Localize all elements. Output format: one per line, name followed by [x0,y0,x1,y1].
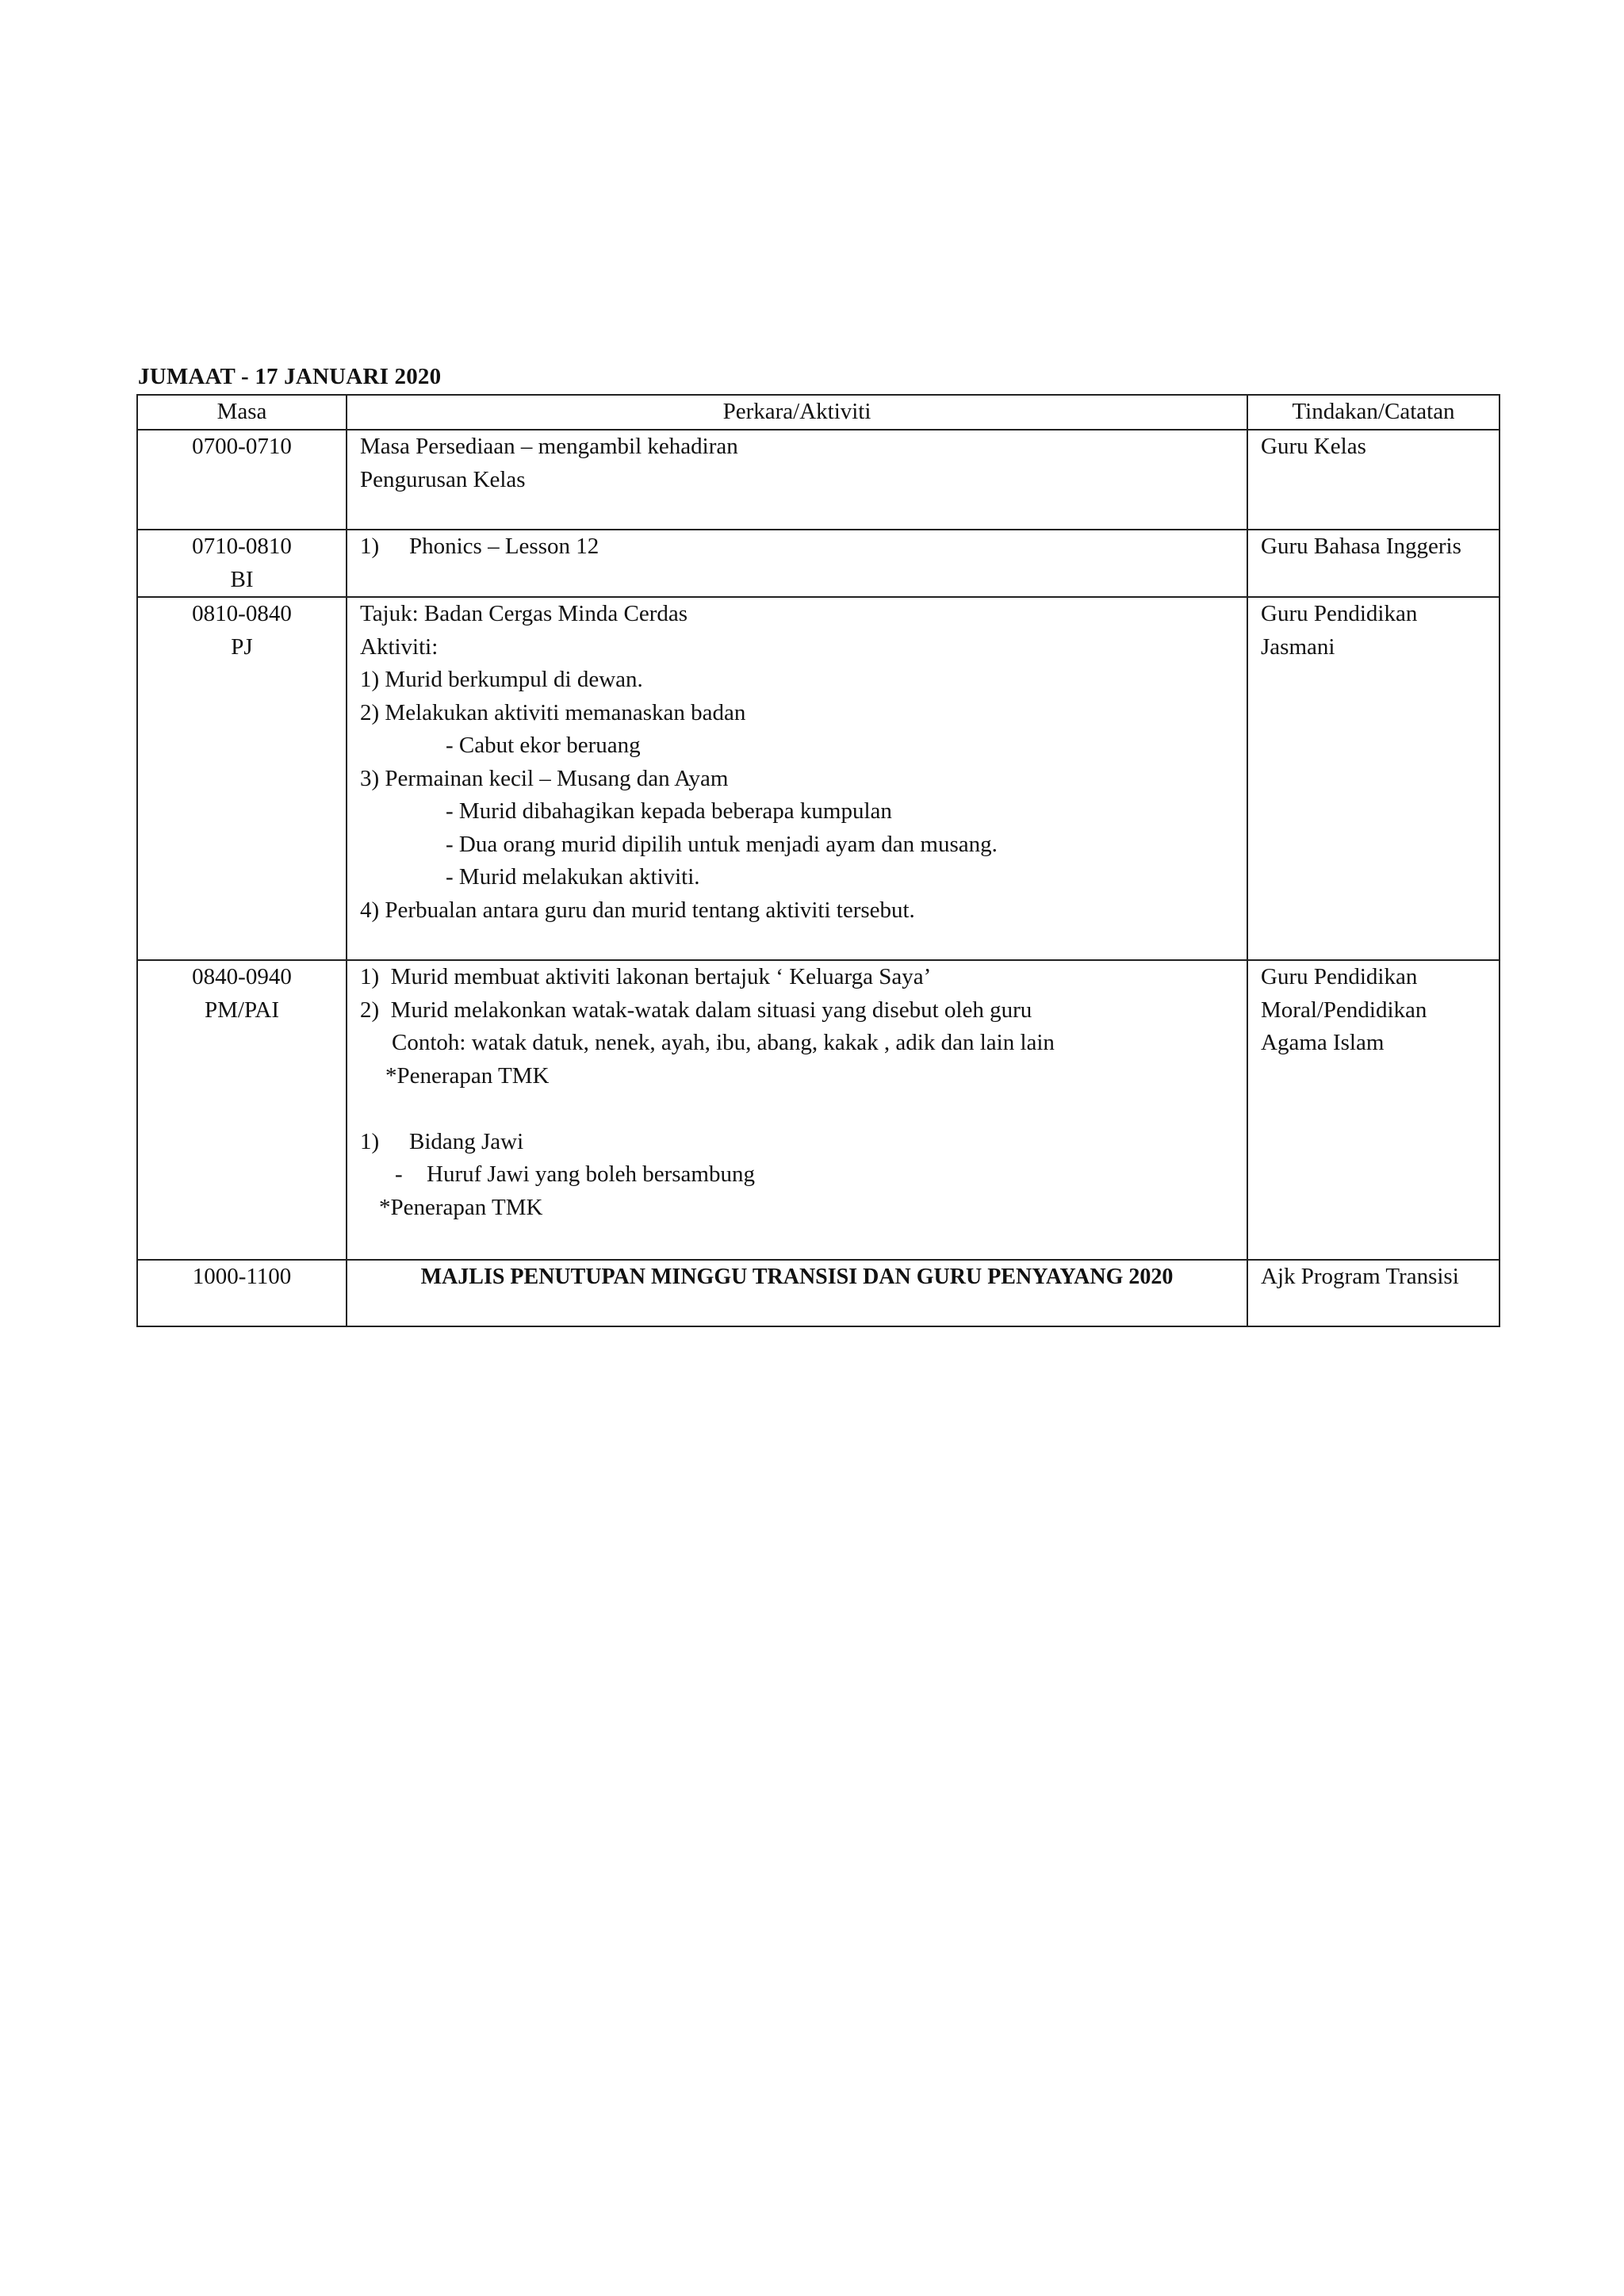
activity-line [360,1158,1234,1192]
cell-tindakan [1247,530,1500,597]
line-spacer [360,1093,1234,1126]
closing-ceremony-title: MAJLIS PENUTUPAN MINGGU TRANSISI DAN GURU PENYAYANG 2020 [420,1265,1174,1289]
activity-line: Aktiviti: [360,633,439,660]
cell-perkara [347,430,1247,530]
activity-subline: - Murid melakukan aktiviti. [446,864,700,890]
activity-subline: *Penerapan TMK [385,1062,550,1089]
activity-text: Phonics – Lesson 12 [409,534,599,559]
cell-masa [137,960,347,1260]
tindakan-line: Moral/Pendidikan [1261,997,1427,1023]
activity-line: 2) Melakukan aktiviti memanaskan badan [360,699,746,725]
tindakan-line: Guru Kelas [1261,434,1366,459]
tindakan-line: Agama Islam [1261,1030,1385,1055]
cell-perkara [347,960,1247,1260]
masa-time: 0840-0940 [192,964,292,989]
activity-text: Bidang Jawi [409,1128,524,1154]
activity-line: 1) Murid membuat aktiviti lakonan bertajuk ‘ Keluarga Saya’ [360,964,932,989]
masa-time: 0710-0810 [192,534,292,559]
masa-time: 0810-0840 [192,601,292,626]
activity-line: 2) Murid melakonkan watak-watak dalam situasi yang disebut oleh guru [360,997,1032,1023]
tindakan-line: Guru Pendidikan [1261,601,1418,626]
cell-tindakan [1247,597,1500,960]
activity-line [360,530,1234,564]
activity-subline: *Penerapan TMK [379,1194,543,1220]
activity-line: 1) Murid berkumpul di dewan. [360,667,643,692]
activity-line: 4) Perbualan antara guru dan murid tentang aktiviti tersebut. [360,897,915,923]
masa-subject: PJ [231,633,253,660]
masa-time: 0700-0710 [192,434,292,459]
cell-tindakan [1247,960,1500,1260]
list-dash: - [395,1161,403,1187]
activity-line: Pengurusan Kelas [360,466,526,492]
activity-subline: - Cabut ekor beruang [446,733,641,758]
table-header-row [137,395,1500,430]
table-row [137,530,1500,597]
cell-masa [137,597,347,960]
activity-line: Tajuk: Badan Cergas Minda Cerdas [360,601,688,626]
tindakan-line: Guru Pendidikan [1261,964,1418,989]
activity-line [360,1126,1234,1159]
cell-perkara [347,1260,1247,1326]
activity-line: 3) Permainan kecil – Musang dan Ayam [360,765,729,791]
header-tindakan: Tindakan/Catatan [1247,395,1500,430]
document-title: JUMAAT - 17 JANUARI 2020 [138,364,442,389]
header-masa: Masa [137,395,347,430]
table-row [137,1260,1500,1326]
activity-subline: - Murid dibahagikan kepada beberapa kumpulan [446,798,892,824]
cell-tindakan [1247,430,1500,530]
cell-tindakan [1247,1260,1500,1326]
cell-masa [137,430,347,530]
header-perkara: Perkara/Aktiviti [347,395,1247,430]
masa-time: 1000-1100 [192,1264,292,1289]
activity-text: Huruf Jawi yang boleh bersambung [427,1161,755,1187]
masa-subject: BI [230,566,254,592]
table-row [137,960,1500,1260]
cell-perkara [347,530,1247,597]
cell-perkara [347,597,1247,960]
table-row [137,597,1500,960]
list-number: 1) [360,1128,380,1154]
activity-line: Masa Persediaan – mengambil kehadiran [360,434,738,459]
tindakan-line: Jasmani [1261,633,1335,660]
list-number: 1) [360,534,380,559]
table-row [137,430,1500,530]
cell-masa [137,1260,347,1326]
cell-masa [137,530,347,597]
tindakan-line: Guru Bahasa Inggeris [1261,534,1461,559]
masa-subject: PM/PAI [204,997,280,1023]
schedule-table [136,394,1500,1327]
activity-subline: Contoh: watak datuk, nenek, ayah, ibu, abang, kakak , adik dan lain lain [392,1030,1055,1055]
activity-subline: - Dua orang murid dipilih untuk menjadi ayam dan musang. [446,831,998,857]
tindakan-line: Ajk Program Transisi [1261,1264,1459,1289]
